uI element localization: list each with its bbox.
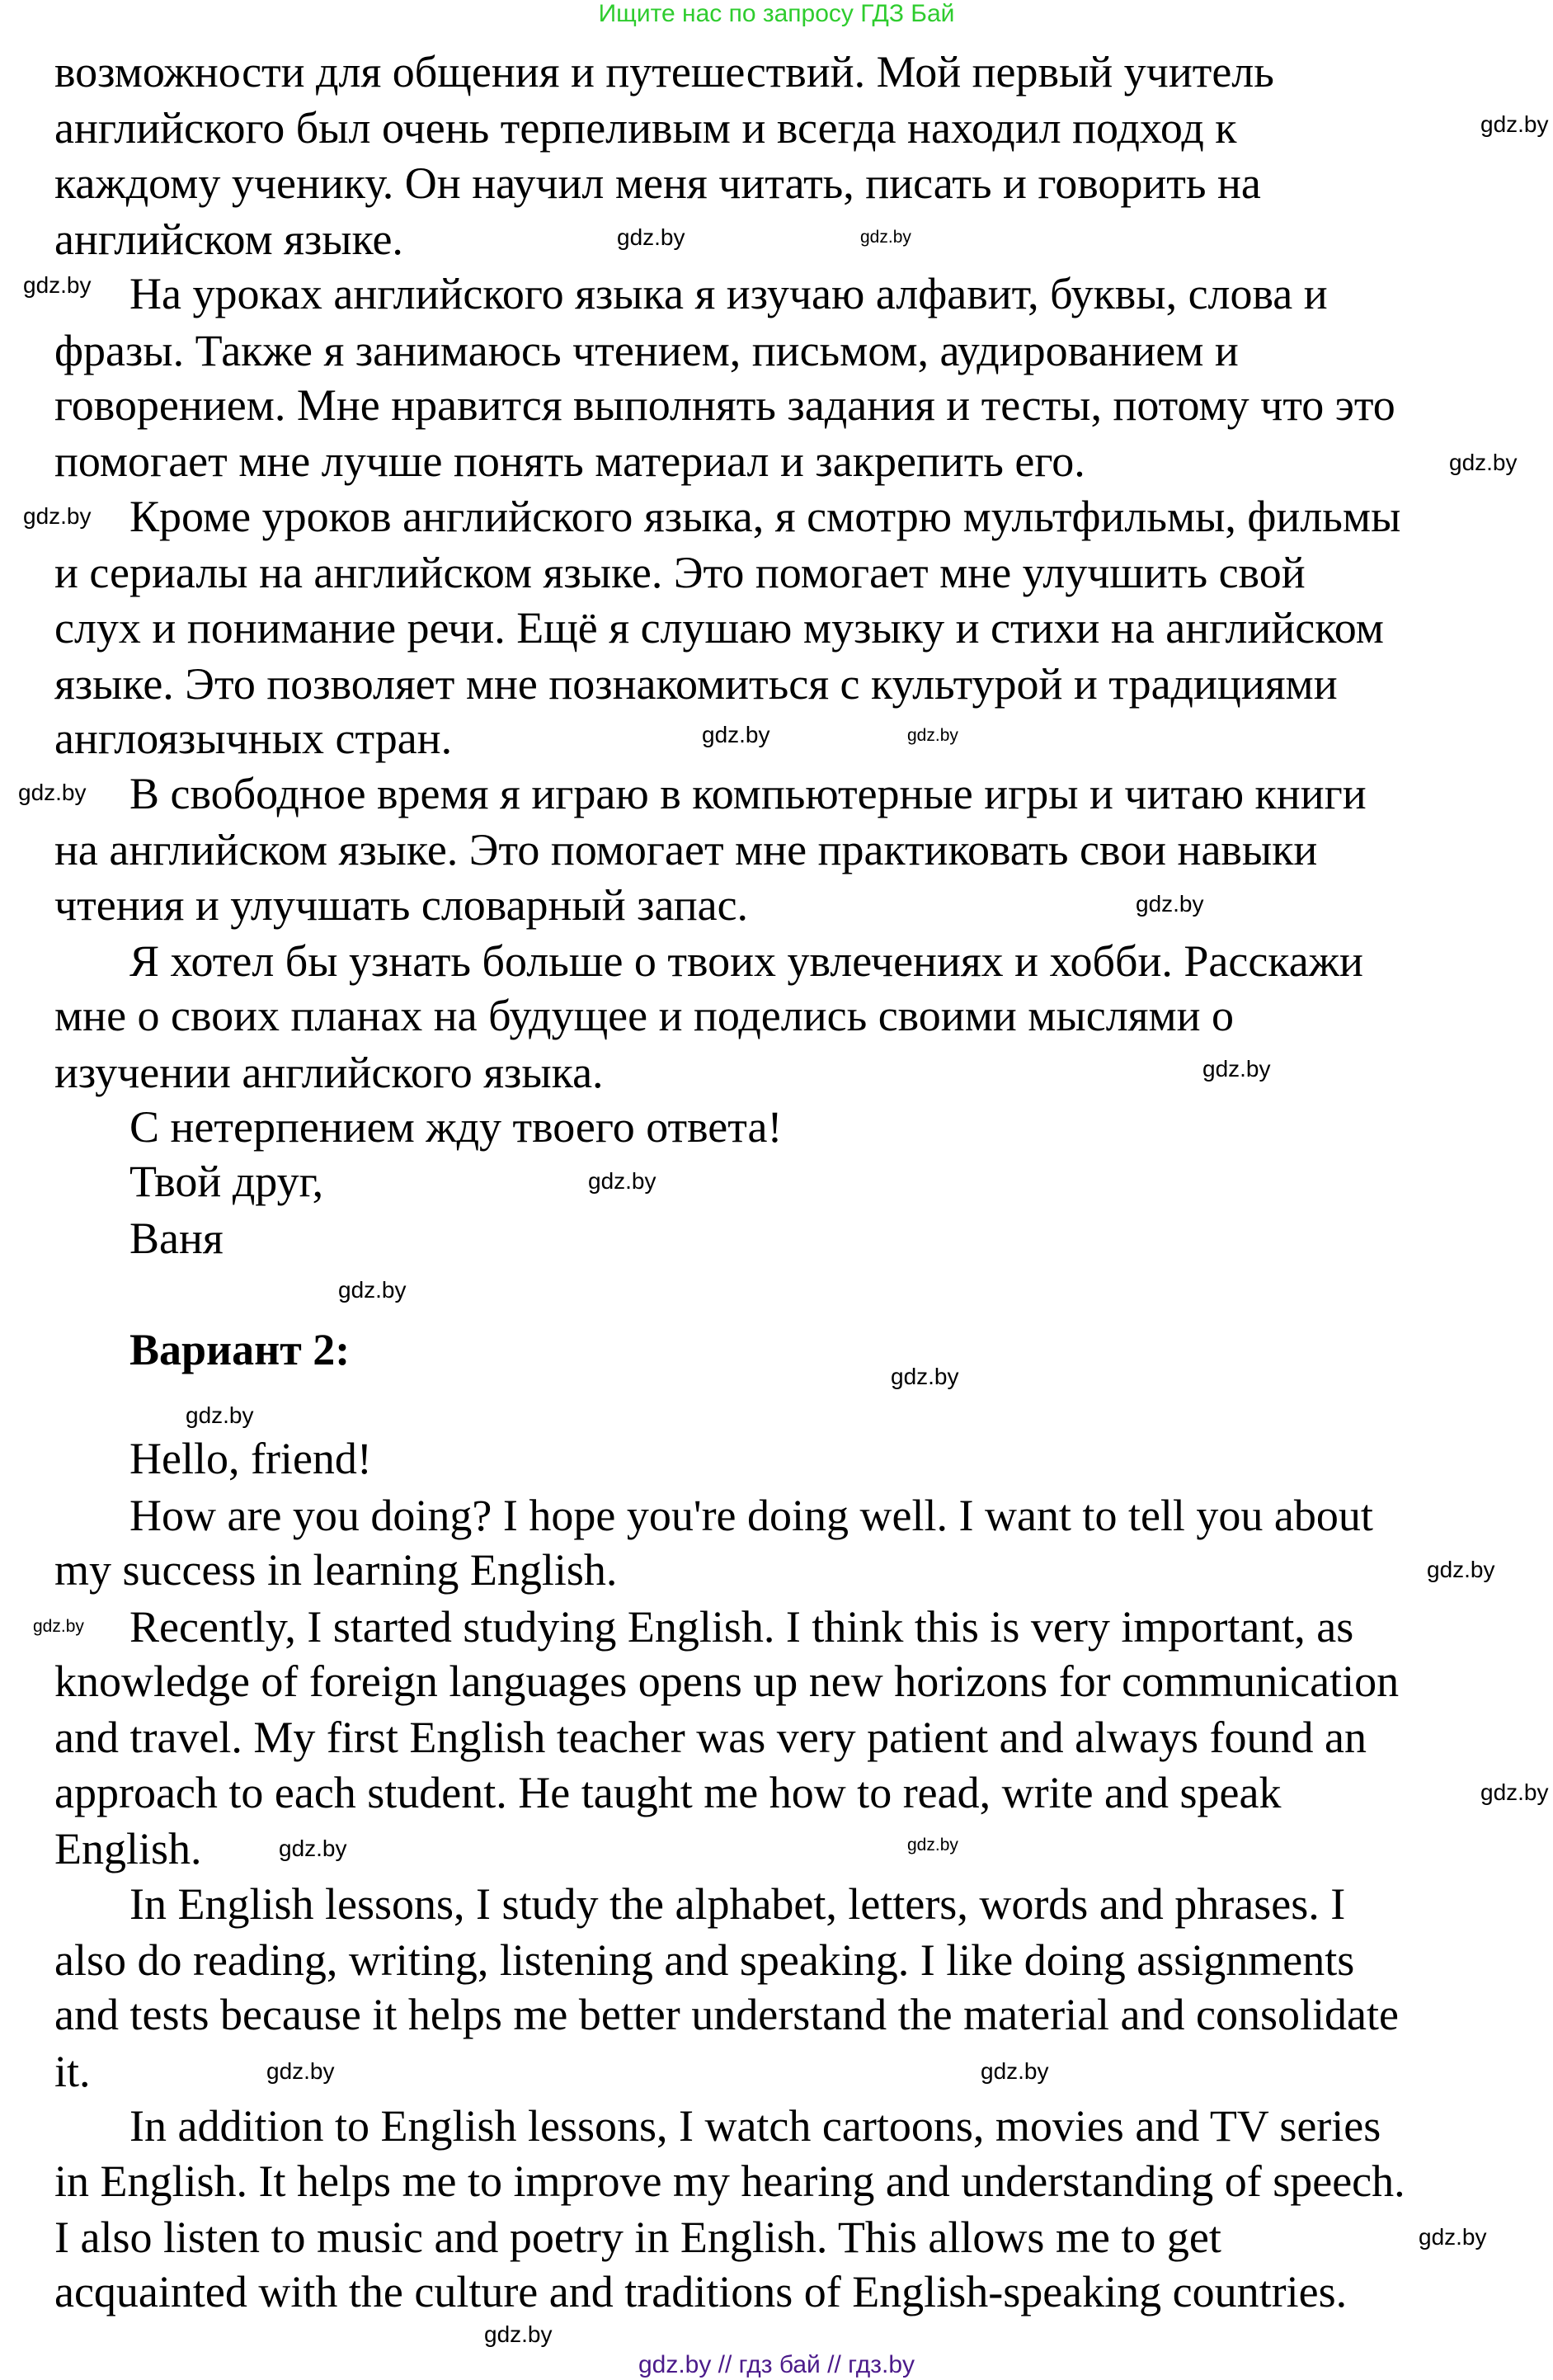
text-line: помогает мне лучше понять материал и закрепить его.: [54, 436, 1085, 486]
text-line: Recently, I started studying English. I think this is very important, as: [129, 1602, 1354, 1652]
text-line: английском языке.: [54, 214, 403, 264]
watermark: gdz.by: [702, 722, 770, 747]
text-line: возможности для общения и путешествий. Мой первый учитель: [54, 47, 1274, 97]
text-line: my success in learning English.: [54, 1545, 618, 1595]
text-line: In English lessons, I study the alphabet, letters, words and phrases. I: [129, 1879, 1346, 1929]
text-line: English.: [54, 1824, 202, 1873]
text-line: фразы. Также я занимаюсь чтением, письмом, аудированием и: [54, 326, 1239, 375]
text-line: and tests because it helps me better understand the material and consolidate: [54, 1990, 1399, 2039]
watermark: gdz.by: [23, 503, 92, 529]
text-line: каждому ученику. Он научил меня читать, писать и говорить на: [54, 158, 1261, 208]
text-line: also do reading, writing, listening and speaking. I like doing assignments: [54, 1935, 1355, 1985]
section-heading: Вариант 2:: [129, 1325, 351, 1374]
text-line: С нетерпением жду твоего ответа!: [129, 1102, 783, 1152]
watermark: gdz.by: [588, 1168, 656, 1194]
text-line: мне о своих планах на будущее и поделись своими мыслями о: [54, 991, 1235, 1040]
watermark: gdz.by: [907, 726, 958, 745]
watermark: gdz.by: [860, 228, 911, 247]
signature-name: Ваня: [129, 1214, 224, 1263]
watermark: gdz.by: [907, 1836, 958, 1855]
watermark: gdz.by: [266, 2058, 335, 2084]
watermark: gdz.by: [981, 2058, 1049, 2084]
watermark: gdz.by: [338, 1277, 407, 1303]
text-line: английского был очень терпеливым и всегда находил подход к: [54, 103, 1237, 153]
watermark: gdz.by: [891, 1364, 959, 1389]
text-line: it.: [54, 2047, 91, 2096]
text-line: англоязычных стран.: [54, 714, 453, 763]
footer-links[interactable]: gdz.by // гдз бай // гдз.by: [638, 2351, 915, 2378]
watermark: gdz.by: [1480, 1779, 1549, 1805]
watermark: gdz.by: [1419, 2224, 1487, 2250]
watermark: gdz.by: [1449, 450, 1518, 475]
text-line: На уроках английского языка я изучаю алфавит, буквы, слова и: [129, 269, 1328, 318]
text-line: knowledge of foreign languages opens up new horizons for communication: [54, 1657, 1400, 1706]
text-line: I also listen to music and poetry in English. This allows me to get: [54, 2213, 1221, 2262]
text-line: говорением. Мне нравится выполнять задания и тесты, потому что это: [54, 380, 1395, 430]
text-line: Твой друг,: [129, 1157, 324, 1206]
text-line: and travel. My first English teacher was very patient and always found an: [54, 1713, 1367, 1762]
watermark: gdz.by: [617, 224, 685, 250]
text-line: How are you doing? I hope you're doing well. I want to tell you about: [129, 1491, 1373, 1540]
text-line: in English. It helps me to improve my hearing and understanding of speech.: [54, 2156, 1405, 2206]
text-line: и сериалы на английском языке. Это помогает мне улучшить свой: [54, 548, 1306, 597]
watermark: gdz.by: [33, 1617, 84, 1636]
watermark: gdz.by: [23, 272, 92, 298]
text-line: Hello, friend!: [129, 1434, 372, 1483]
header-banner: Ищите нас по запросу ГДЗ Бай: [598, 0, 955, 27]
watermark: gdz.by: [186, 1402, 254, 1428]
text-line: Я хотел бы узнать больше о твоих увлечениях и хобби. Расскажи: [129, 936, 1363, 986]
text-line: на английском языке. Это помогает мне практиковать свои навыки: [54, 825, 1318, 874]
watermark: gdz.by: [1427, 1557, 1495, 1582]
text-line: Кроме уроков английского языка, я смотрю мультфильмы, фильмы: [129, 492, 1401, 541]
watermark: gdz.by: [1480, 111, 1549, 137]
text-line: слух и понимание речи. Ещё я слушаю музыку и стихи на английском: [54, 603, 1384, 653]
watermark: gdz.by: [18, 780, 87, 805]
watermark: gdz.by: [1136, 891, 1204, 917]
text-line: языке. Это позволяет мне познакомиться с культурой и традициями: [54, 659, 1338, 709]
watermark: gdz.by: [484, 2321, 553, 2347]
watermark: gdz.by: [1202, 1056, 1271, 1082]
text-line: approach to each student. He taught me how to read, write and speak: [54, 1768, 1282, 1817]
text-line: В свободное время я играю в компьютерные игры и читаю книги: [129, 769, 1367, 818]
watermark: gdz.by: [279, 1836, 347, 1861]
text-line: изучении английского языка.: [54, 1048, 604, 1097]
text-line: чтения и улучшать словарный запас.: [54, 880, 749, 930]
text-line: acquainted with the culture and traditions of English-speaking countries.: [54, 2267, 1348, 2316]
text-line: In addition to English lessons, I watch cartoons, movies and TV series: [129, 2101, 1381, 2151]
